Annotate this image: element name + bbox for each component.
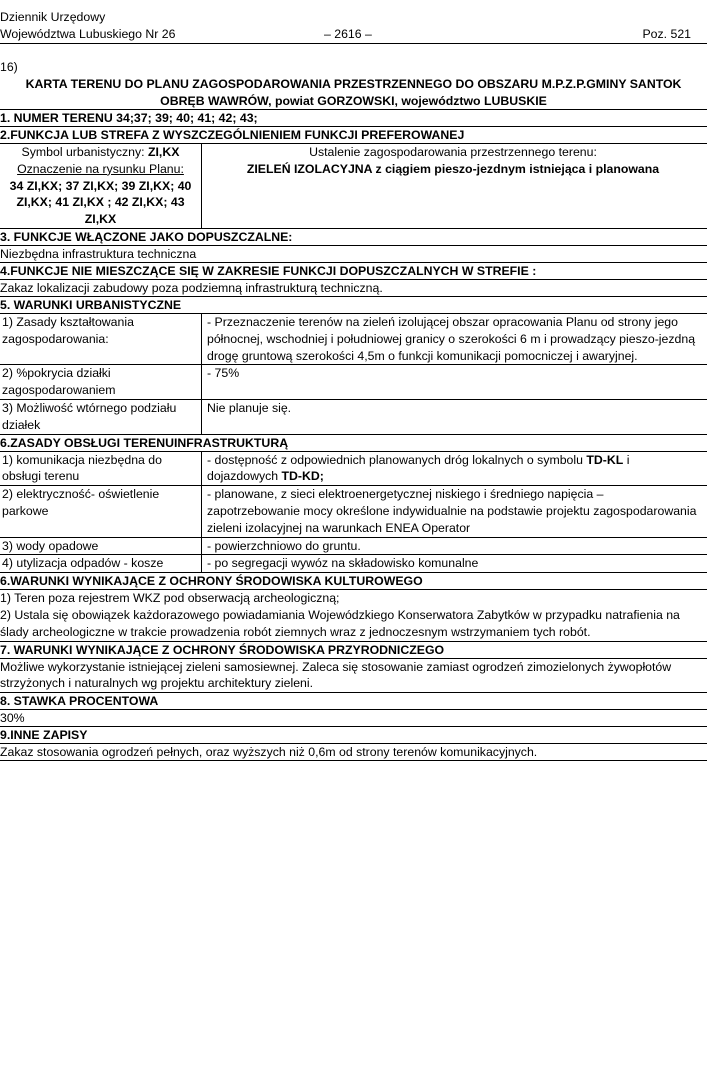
section-4-heading: 4.FUNKCJE NIE MIESZCZĄCE SIĘ W ZAKRESIE FUNKCJI DOPUSZCZALNYCH W STREFIE :	[0, 263, 707, 280]
table-row	[0, 365, 707, 400]
page-number: – 2616 –	[324, 27, 372, 41]
row-label: 2) elektryczność- oświetlenie parkowe	[0, 486, 202, 537]
section-4-text: Zakaz lokalizacji zabudowy poza podziemną infrastrukturą techniczną.	[0, 280, 707, 297]
road-code-local: TD-KL	[586, 452, 624, 467]
section-1-heading: 1. NUMER TERENU 34;37; 39; 40; 41; 42; 43;	[0, 110, 707, 127]
cultural-item-1: 1) Teren poza rejestrem WKZ pod obserwacją archeologiczną;	[0, 591, 340, 606]
section-6-infrastructure-heading: 6.ZASADY OBSŁUGI TERENUINFRASTRUKTURĄ	[0, 435, 707, 452]
access-text-2: i dojazdowych	[207, 452, 630, 484]
journal-subtitle: Województwa Lubuskiego Nr 26	[0, 27, 176, 41]
row-label: 3) Możliwość wtórnego podziału działek	[0, 399, 202, 434]
section-6-cultural-heading: 6.WARUNKI WYNIKAJĄCE Z OCHRONY ŚRODOWISKA KULTUROWEGO	[0, 573, 707, 590]
card-title: KARTA TERENU DO PLANU ZAGOSPODAROWANIA PRZESTRZENNEGO DO OBSZARU M.P.Z.P.GMINY SANTOK OBRĘB WAWRÓW, powiat GORZOWSKI, województwo LUBUSKIE	[0, 76, 707, 110]
row-label: 3) wody opadowe	[0, 537, 202, 555]
table-row	[0, 486, 707, 537]
section-8-heading: 8. STAWKA PROCENTOWA	[0, 693, 707, 710]
row-value: - planowane, z sieci elektroenergetycznej niskiego i średniego napięcia – zapotrzebowanie mocy określone indywidualnie na podstawie projektu zagospodarowania zieleni izolacyjnej na warunkach ENEA Operator	[202, 486, 707, 537]
road-code-access: TD-KD;	[281, 469, 324, 484]
table-row	[0, 555, 707, 573]
journal-title: Dziennik Urzędowy	[0, 10, 106, 24]
section-9-heading: 9.INNE ZAPISY	[0, 727, 707, 744]
access-text: - dostępność z odpowiednich planowanych dróg lokalnych o symbolu	[207, 452, 587, 467]
table-row	[0, 452, 707, 486]
section-2-heading: 2.FUNKCJA LUB STREFA Z WYSZCZEGÓLNIENIEM FUNKCJI PREFEROWANEJ	[0, 127, 707, 144]
plan-codes: 34 ZI,KX; 37 ZI,KX; 39 ZI,KX; 40 ZI,KX; 41 ZI,KX ; 42 ZI,KX; 43 ZI,KX	[9, 178, 192, 227]
infrastructure-table	[0, 452, 707, 574]
row-value: - 75%	[202, 365, 707, 400]
table-row	[0, 314, 707, 365]
row-label: 2) %pokrycia działki zagospodarowaniem	[0, 365, 202, 400]
document-body	[0, 59, 707, 761]
row-label: 1) Zasady kształtowania zagospodarowania:	[0, 314, 202, 365]
item-number: 16)	[0, 60, 18, 74]
page-header	[0, 9, 707, 44]
urban-conditions-table	[0, 314, 707, 435]
cultural-item-2: 2) Ustala się obowiązek każdorazowego powiadamiania Wojewódzkiego Konserwatora Zabytków w przypadku natrafienia na ślady archeologiczne w trakcie prowadzenia robót ziemnych wraz z jednoczesnym wstrzymaniem tych robót.	[0, 607, 680, 639]
other-notes: Zakaz stosowania ogrodzeń pełnych, oraz wyższych niż 0,6m od strony terenów komunikacyjnych.	[0, 744, 707, 761]
natural-conditions: Możliwe wykorzystanie istniejącej zieleni samosiewnej. Zaleca się stosowanie zamiast ogrodzeń zimozielonych żywopłotów strzyżonych i naturalnych wg projektu architektury zieleni.	[0, 659, 707, 694]
section-7-heading: 7. WARUNKI WYNIKAJĄCE Z OCHRONY ŚRODOWISKA PRZYRODNICZEGO	[0, 642, 707, 659]
percentage-value: 30%	[0, 710, 707, 727]
row-value: Nie planuje się.	[202, 399, 707, 434]
row-value: - Przeznaczenie terenów na zieleń izolującej obszar opracowania Planu od strony jego północnej, wschodniej i południowej granicy o szerokości 6 m i prowadzący pieszo-jezdną drogę gruntową szerokości 4,5m o funkcji komunikacji pomocniczej i awaryjnej.	[202, 314, 707, 365]
plan-label: Oznaczenie na rysunku Planu:	[17, 161, 184, 176]
row-value	[202, 452, 707, 486]
function-table	[0, 144, 707, 229]
section-3-heading: 3. FUNKCJE WŁĄCZONE JAKO DOPUSZCZALNE:	[0, 229, 707, 246]
row-value: - powierzchniowo do gruntu.	[202, 537, 707, 555]
row-label: 1) komunikacja niezbędna do obsługi terenu	[0, 452, 202, 486]
row-label: 4) utylizacja odpadów - kosze	[0, 555, 202, 573]
designation-value: ZIELEŃ IZOLACYJNA z ciągiem pieszo-jezdnym istniejąca i planowana	[246, 161, 660, 176]
table-row	[0, 399, 707, 434]
designation-cell	[202, 144, 707, 228]
symbol-cell	[0, 144, 202, 228]
section-5-heading: 5. WARUNKI URBANISTYCZNE	[0, 297, 707, 314]
symbol-value: ZI,KX	[148, 145, 180, 159]
table-row	[0, 537, 707, 555]
section-3-text: Niezbędna infrastruktura techniczna	[0, 246, 707, 263]
position-number: Poz. 521	[642, 27, 691, 41]
row-value: - po segregacji wywóz na składowisko komunalne	[202, 555, 707, 573]
cultural-conditions	[0, 590, 707, 641]
symbol-label: Symbol urbanistyczny:	[21, 145, 145, 159]
designation-label: Ustalenie zagospodarowania przestrzennego terenu:	[309, 145, 597, 159]
